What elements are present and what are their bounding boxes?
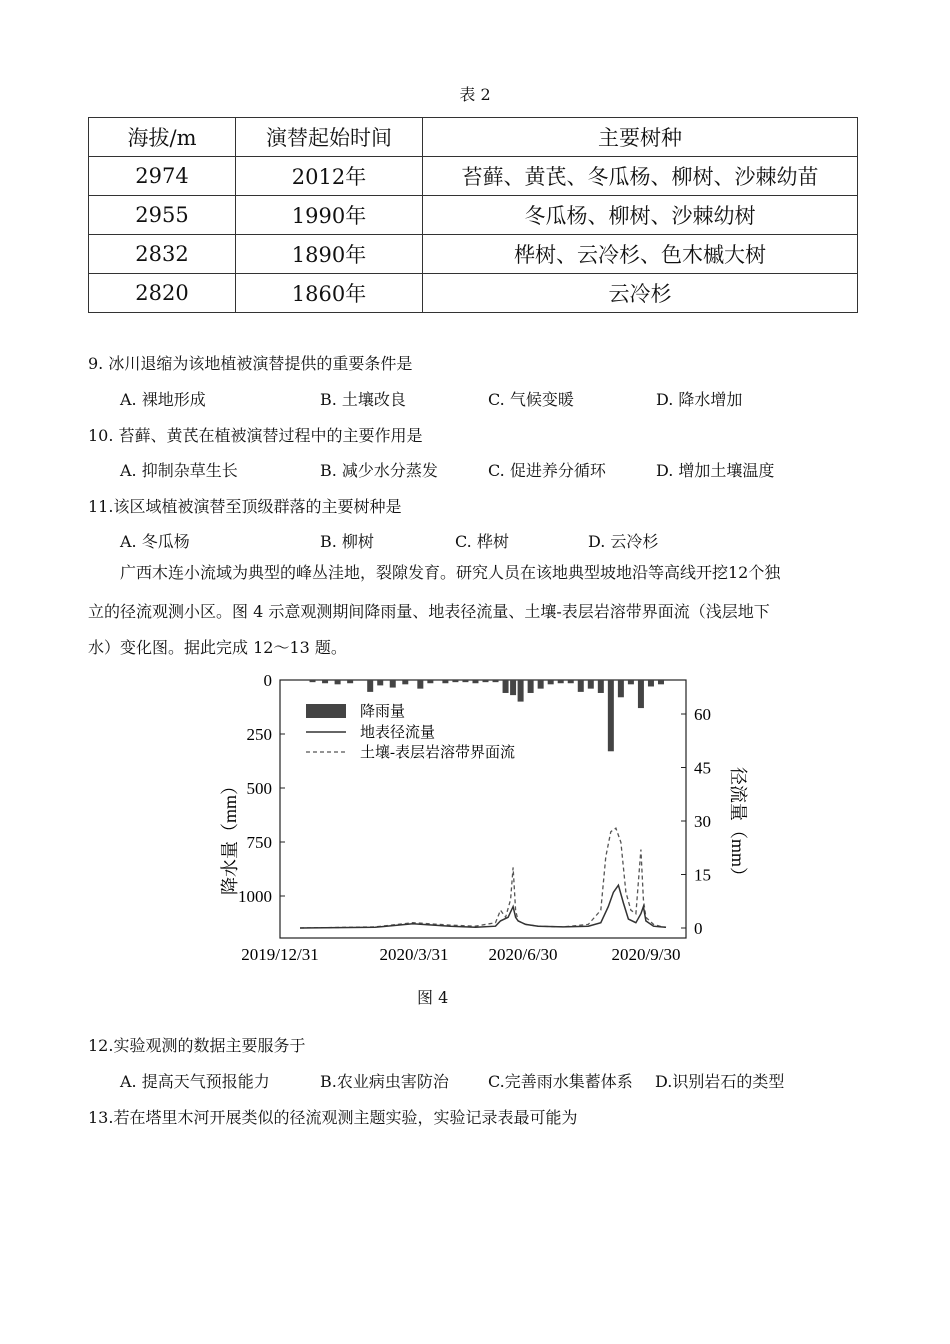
rainfall-bar — [417, 680, 423, 689]
table-row — [89, 196, 858, 235]
rainfall-bar — [558, 680, 564, 683]
table-row — [89, 274, 858, 313]
table-caption: 表 2 — [459, 85, 491, 104]
cell-altitude: 2955 — [89, 196, 236, 235]
q11-option-a[interactable]: A. 冬瓜杨 — [120, 532, 190, 551]
q10-option-a[interactable]: A. 抑制杂草生长 — [120, 461, 238, 480]
rainfall-bar — [335, 680, 341, 684]
cell-altitude: 2832 — [89, 235, 236, 274]
rainfall-bar — [462, 680, 468, 682]
q11-option-d[interactable]: D. 云冷杉 — [588, 532, 659, 551]
q11-option-b[interactable]: B. 柳树 — [320, 532, 374, 551]
rainfall-bar — [578, 680, 584, 692]
y-left-tick-label: 0 — [263, 671, 272, 690]
header-main-species: 主要树种 — [423, 118, 858, 157]
y-left-tick-label: 250 — [246, 725, 272, 744]
y-left-tick-label: 750 — [246, 833, 272, 852]
y-right-tick-label: 60 — [694, 705, 711, 724]
q9-option-a[interactable]: A. 裸地形成 — [120, 390, 206, 409]
surface-runoff-line — [300, 885, 666, 928]
cell-species: 云冷杉 — [423, 274, 858, 313]
table-header-row — [89, 118, 858, 157]
legend-surface-label: 地表径流量 — [360, 725, 436, 741]
rainfall-bar — [402, 680, 408, 684]
rainfall-bar — [628, 680, 634, 684]
rainfall-bar — [442, 680, 448, 683]
legend-rain-swatch — [306, 704, 346, 718]
y-axis-left-label: 降水量（mm） — [220, 776, 240, 896]
y-right-tick-label: 30 — [694, 812, 711, 831]
legend-interface-label: 土壤-表层岩溶带界面流 — [360, 745, 515, 761]
q9-option-d[interactable]: D. 降水增加 — [656, 390, 743, 409]
x-tick-label: 2020/9/30 — [611, 945, 681, 964]
q10-option-b[interactable]: B. 减少水分蒸发 — [320, 461, 438, 480]
rainfall-bar — [390, 680, 396, 688]
succession-table — [88, 117, 858, 313]
q12-option-b[interactable]: B.农业病虫害防治 — [320, 1072, 449, 1091]
question-9: 9. 冰川退缩为该地植被演替提供的重要条件是 — [88, 354, 413, 373]
question-10: 10. 苔藓、黄芪在植被演替过程中的主要作用是 — [88, 426, 423, 445]
rainfall-bar — [347, 680, 353, 683]
rainfall-bar — [452, 680, 458, 682]
rainfall-bar — [518, 680, 524, 702]
y-left-tick-label: 500 — [246, 779, 272, 798]
table-row — [89, 235, 858, 274]
cell-altitude: 2974 — [89, 157, 236, 196]
legend-rain-label: 降雨量 — [360, 704, 406, 720]
y-left-tick-label: 1000 — [238, 887, 272, 906]
figure-caption: 图 4 — [417, 988, 449, 1007]
header-start-time: 演替起始时间 — [236, 118, 423, 157]
rainfall-bar — [493, 680, 499, 682]
rainfall-bar — [598, 680, 604, 693]
question-13: 13.若在塔里木河开展类似的径流观测主题实验，实验记录表最可能为 — [88, 1108, 578, 1127]
y-axis-right-label: 径流量（mm） — [728, 766, 748, 886]
q10-option-c[interactable]: C. 促进养分循环 — [488, 461, 606, 480]
header-altitude: 海拔/m — [89, 118, 236, 157]
question-12: 12.实验观测的数据主要服务于 — [88, 1036, 306, 1055]
interface-flow-line — [300, 828, 666, 928]
rainfall-bar — [472, 680, 478, 683]
rainfall-bar — [367, 680, 373, 692]
plot-frame — [280, 680, 686, 938]
table-row — [89, 157, 858, 196]
cell-species: 冬瓜杨、柳树、沙棘幼树 — [423, 196, 858, 235]
x-tick-label: 2019/12/31 — [241, 945, 319, 964]
q9-option-c[interactable]: C. 气候变暖 — [488, 390, 574, 409]
rainfall-bar — [483, 680, 489, 682]
rainfall-bar — [538, 680, 544, 689]
q12-option-d[interactable]: D.识别岩石的类型 — [655, 1072, 785, 1091]
rainfall-bar — [568, 680, 574, 683]
cell-species: 苔藓、黄芪、冬瓜杨、柳树、沙棘幼苗 — [423, 157, 858, 196]
cell-start-time: 1860年 — [236, 274, 423, 313]
rainfall-bar — [377, 680, 383, 685]
q12-option-a[interactable]: A. 提高天气预报能力 — [120, 1072, 270, 1091]
rainfall-bar — [648, 680, 654, 686]
rainfall-bar — [658, 680, 664, 684]
rainfall-bar — [510, 680, 516, 695]
rainfall-bar — [528, 680, 534, 693]
rainfall-bar — [427, 680, 433, 683]
cell-altitude: 2820 — [89, 274, 236, 313]
cell-start-time: 1890年 — [236, 235, 423, 274]
passage-line-1: 广西木连小流域为典型的峰丛洼地，裂隙发育。研究人员在该地典型坡地沿等高线开挖12个独 — [120, 563, 781, 582]
x-tick-label: 2020/3/31 — [379, 945, 449, 964]
q12-option-c[interactable]: C.完善雨水集蓄体系 — [488, 1072, 633, 1091]
figure-4-chart — [200, 668, 760, 968]
cell-start-time: 1990年 — [236, 196, 423, 235]
cell-species: 桦树、云冷杉、色木槭大树 — [423, 235, 858, 274]
x-tick-label: 2020/6/30 — [488, 945, 558, 964]
y-right-tick-label: 15 — [694, 865, 711, 885]
q9-option-b[interactable]: B. 土壤改良 — [320, 390, 406, 409]
rainfall-bar — [503, 680, 509, 693]
q11-option-c[interactable]: C. 桦树 — [455, 532, 509, 551]
rainfall-bar — [322, 680, 328, 683]
rainfall-bar — [588, 680, 594, 689]
cell-start-time: 2012年 — [236, 157, 423, 196]
passage-line-2: 立的径流观测小区。图 4 示意观测期间降雨量、地表径流量、土壤-表层岩溶带界面流（浅层地下 — [88, 602, 770, 621]
rainfall-bar — [548, 680, 554, 684]
q10-option-d[interactable]: D. 增加土壤温度 — [656, 461, 775, 480]
y-right-tick-label: 0 — [694, 919, 703, 938]
rainfall-bar — [310, 680, 316, 682]
question-11: 11.该区域植被演替至顶级群落的主要树种是 — [88, 497, 402, 516]
rainfall-bar — [618, 680, 624, 697]
passage-line-3: 水）变化图。据此完成 12～13 题。 — [88, 638, 347, 657]
rainfall-bar — [608, 680, 614, 751]
rainfall-bar — [638, 680, 644, 708]
y-right-tick-label: 45 — [694, 758, 711, 778]
